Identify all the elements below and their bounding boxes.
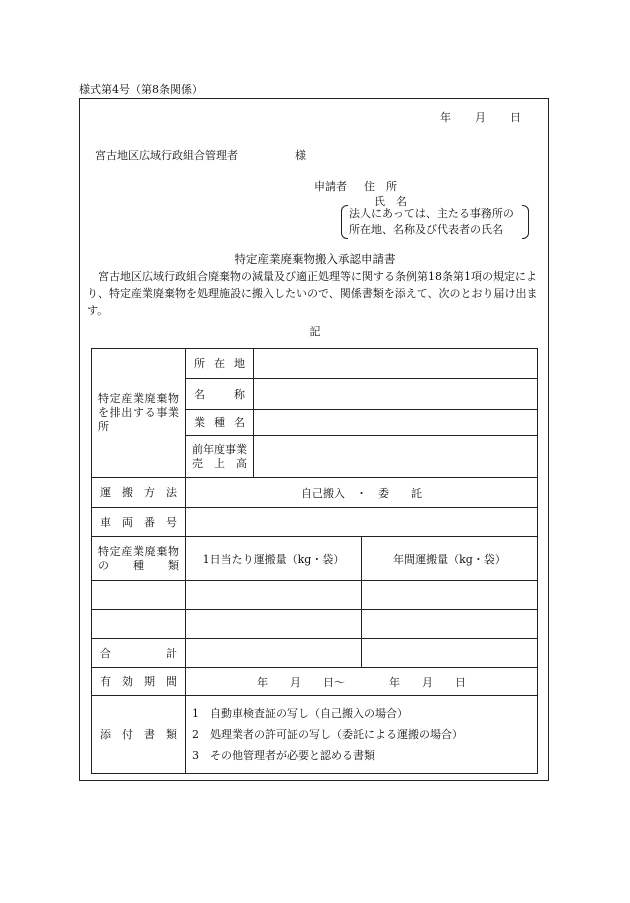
applicant-address-label: 住 所 xyxy=(364,180,397,193)
addressee: 宮古地区広域行政組合管理者 xyxy=(95,149,238,162)
industry-label: 業種名 xyxy=(186,410,254,436)
corporation-note xyxy=(341,205,529,239)
form-number-label: 様式第4号（第8条関係） xyxy=(79,83,203,96)
vehicle-number-label: 車両番号 xyxy=(92,508,186,537)
corporation-note-line-2: 所在地、名称及び代表者の氏名 xyxy=(349,223,503,236)
industry-field[interactable] xyxy=(254,410,538,436)
transport-method-label: 運搬方法 xyxy=(92,478,186,508)
name-field[interactable] xyxy=(254,379,538,410)
attachment-item: 1 自動車検査証の写し（自己搬入の場合） xyxy=(192,707,408,720)
waste-type-field-2[interactable] xyxy=(92,610,186,639)
date-line xyxy=(440,109,521,125)
applicant-label: 申請者 xyxy=(314,180,347,193)
transport-options[interactable]: 自己搬入 ・ 委 託 xyxy=(186,478,538,508)
attachments-list xyxy=(186,696,538,774)
vehicle-number-field[interactable] xyxy=(186,508,538,537)
attachment-item: 2 処理業者の許可証の写し（委託による運搬の場合） xyxy=(192,728,463,741)
waste-type-field-1[interactable] xyxy=(92,581,186,610)
total-label: 合計 xyxy=(92,639,186,668)
daily-amount-field-1[interactable] xyxy=(186,581,362,610)
left-bracket-icon xyxy=(341,205,348,239)
corporation-note-line-1: 法人にあっては、主たる事務所の xyxy=(349,207,514,220)
date-month: 月 xyxy=(475,111,486,124)
date-year: 年 xyxy=(440,111,451,124)
name-label: 名称 xyxy=(186,379,254,410)
prev-sales-label: 前年度事業売上高 xyxy=(186,436,254,478)
honorific-sama: 様 xyxy=(295,149,306,162)
ki-marker: 記 xyxy=(309,325,321,338)
annual-amount-field-1[interactable] xyxy=(362,581,538,610)
annual-amount-field-2[interactable] xyxy=(362,610,538,639)
total-annual-field[interactable] xyxy=(362,639,538,668)
total-daily-field[interactable] xyxy=(186,639,362,668)
business-header: 特定産業廃棄物を排出する事業所 xyxy=(92,349,186,478)
daily-amount-header: 1日当たり運搬量（kg・袋） xyxy=(186,537,362,581)
location-label: 所在地 xyxy=(186,349,254,379)
applicant-name-label: 氏 名 xyxy=(374,195,407,208)
annual-amount-header: 年間運搬量（kg・袋） xyxy=(362,537,538,581)
attachments-label: 添付書類 xyxy=(92,696,186,774)
application-table xyxy=(91,348,538,774)
daily-amount-field-2[interactable] xyxy=(186,610,362,639)
prev-sales-field[interactable] xyxy=(254,436,538,478)
waste-type-label: 特定産業廃棄物の種類 xyxy=(92,537,186,581)
body-paragraph: 宮古地区広域行政組合廃棄物の減量及び適正処理等に関する条例第18条第1項の規定により、特定産業廃棄物を処理施設に搬入したいので、関係書類を添えて、次のとおり届け出ます。 xyxy=(87,270,538,317)
validity-label: 有効期間 xyxy=(92,668,186,696)
location-field[interactable] xyxy=(254,349,538,379)
right-bracket-icon xyxy=(522,205,529,239)
attachment-item: 3 その他管理者が必要と認める書類 xyxy=(192,749,375,762)
validity-period[interactable]: 年 月 日～ 年 月 日 xyxy=(186,668,538,696)
document-title: 特定産業廃棄物搬入承認申請書 xyxy=(234,252,396,266)
date-day: 日 xyxy=(510,111,521,124)
